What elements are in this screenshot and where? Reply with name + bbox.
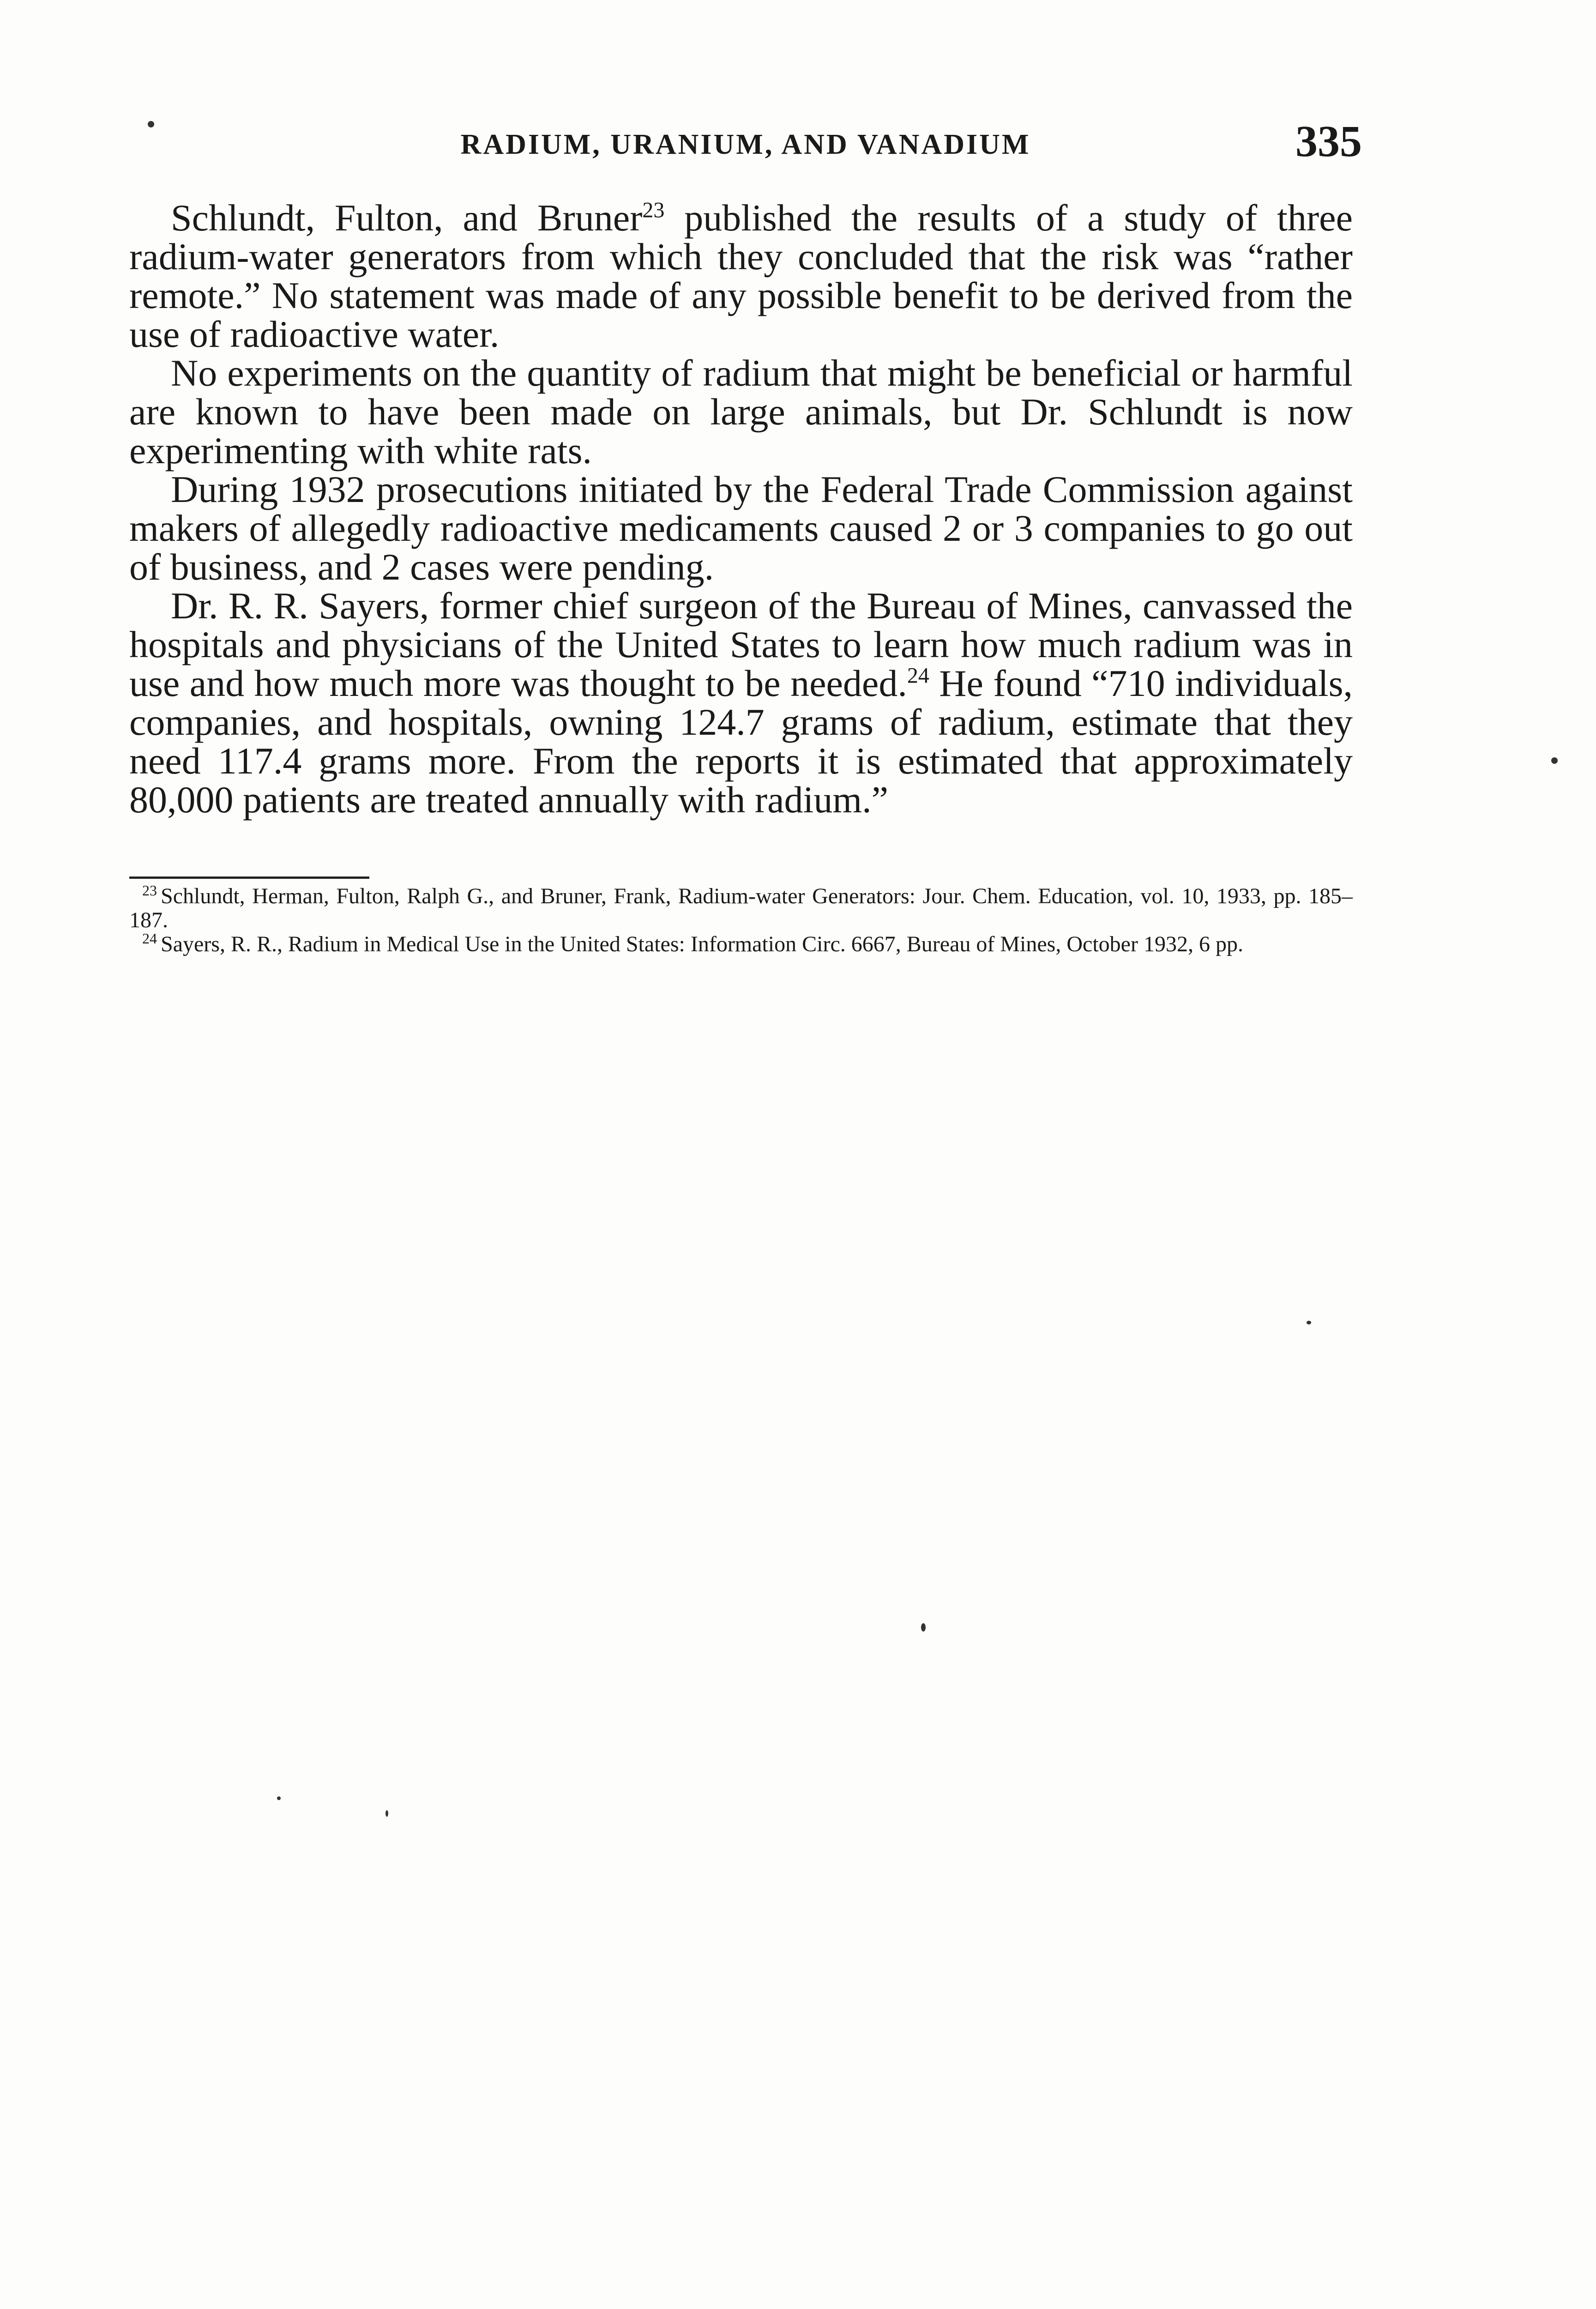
footnote-mark: 24 — [142, 930, 157, 947]
paragraph-4 — [129, 586, 1353, 819]
footnote-ref-23: 23 — [642, 198, 665, 223]
running-head: RADIUM, URANIUM, AND VANADIUM — [460, 129, 1031, 160]
paragraph-text: Schlundt, Fulton, and Bruner — [171, 197, 643, 239]
footnote-mark: 23 — [142, 882, 157, 899]
paragraph-3 — [129, 470, 1353, 586]
paragraph-text: published the results of a study of three radium-water generators from which they concluded that the risk was “rather remote.” No statement was made of any possible benefit to be derived from the use of radioactive water. — [129, 197, 1353, 355]
page-number: 335 — [1295, 116, 1362, 166]
body-text — [129, 199, 1353, 819]
scan-speck — [385, 1810, 388, 1817]
paragraph-text: No experiments on the quantity of radium that might be beneficial or harmful are known to have been made on large animals, but Dr. Schlundt is now experimenting with white rats. — [129, 352, 1353, 471]
paragraph-text: He found “710 individuals, companies, and hospitals, owning 124.7 grams of radium, estimate that they need 117.4 grams more. From the reports it is estimated that approximately 80,000 patients are treated annually with radium.” — [129, 662, 1353, 821]
footnote-rule — [129, 876, 369, 879]
paragraph-1 — [129, 199, 1353, 354]
scan-speck — [921, 1623, 926, 1632]
footnote-24 — [129, 932, 1353, 956]
scan-speck — [1551, 757, 1558, 764]
paragraph-text: Dr. R. R. Sayers, former chief surgeon of the Bureau of Mines, canvassed the hospitals and physicians of the United States to learn how much radium was in use and how much more was thought to be needed. — [129, 585, 1353, 704]
scan-speck — [148, 121, 154, 127]
footnotes — [129, 884, 1353, 956]
page-header — [129, 115, 1362, 171]
footnote-text: Schlundt, Herman, Fulton, Ralph G., and Bruner, Frank, Radium-water Generators: Jour. Chem. Education, vol. 10, 1933, pp. 185–187. — [129, 884, 1353, 932]
paragraph-text: During 1932 prosecutions initiated by the Federal Trade Commission against makers of allegedly radioactive medicaments caused 2 or 3 companies to go out of business, and 2 cases were pending. — [129, 468, 1353, 588]
paragraph-2 — [129, 354, 1353, 470]
footnote-text: Sayers, R. R., Radium in Medical Use in the United States: Information Circ. 6667, Bureau of Mines, October 1932, 6 pp. — [161, 932, 1243, 956]
scan-speck — [1307, 1321, 1311, 1324]
footnote-ref-24: 24 — [907, 663, 929, 688]
footnote-23 — [129, 884, 1353, 932]
scan-speck — [277, 1796, 281, 1800]
